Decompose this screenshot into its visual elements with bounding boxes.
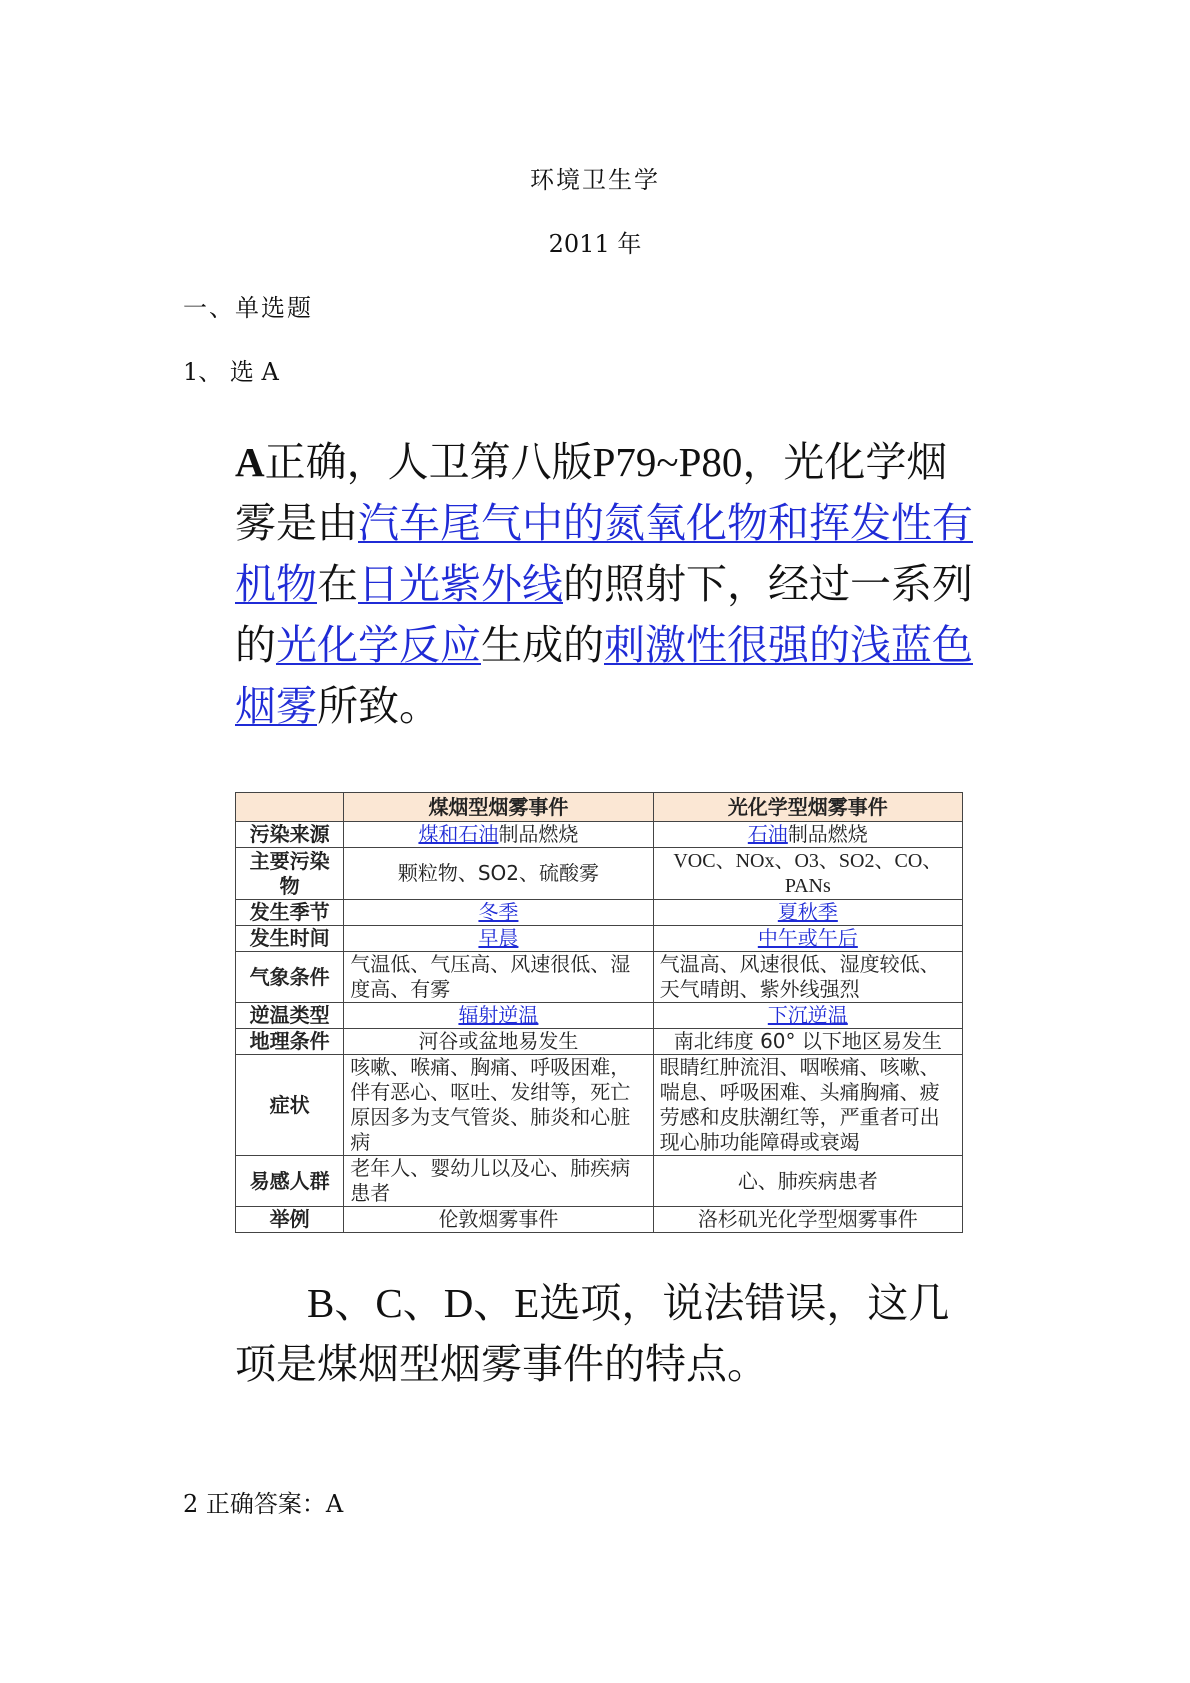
page-reference: P79~P80 [592, 439, 743, 485]
table-cell: VOC、NOx、O3、SO2、CO、PANs [653, 848, 962, 900]
explanation-text: 在 [317, 560, 358, 608]
table-row [236, 1055, 963, 1156]
table-cell: 河谷或盆地易发生 [344, 1029, 653, 1055]
section-heading: 一、单选题 [183, 294, 313, 322]
table-cell: 眼睛红肿流泪、咽喉痛、咳嗽、喘息、呼吸困难、头痛胸痛、疲劳感和皮肤潮红等，严重者可出现心肺功能障碍或衰竭 [653, 1055, 962, 1156]
smog-comparison-table [235, 792, 963, 1233]
keyword-link[interactable]: 早晨 [478, 926, 519, 950]
table-cell: 气温低、气压高、风速很低、湿度高、有雾 [344, 952, 653, 1003]
row-label: 发生季节 [236, 900, 344, 926]
table-row [236, 952, 963, 1003]
table-cell: 伦敦烟雾事件 [344, 1207, 653, 1233]
keyword-link[interactable]: 煤和石油 [418, 822, 499, 846]
keyword-link[interactable]: 汽车尾气中的氮氧化物和挥发性有机物 [235, 499, 973, 608]
row-label: 污染来源 [236, 822, 344, 848]
table-row [236, 900, 963, 926]
keyword-link[interactable]: 光化学反应 [276, 621, 481, 669]
table-cell: 颗粒物、SO2、硫酸雾 [344, 848, 653, 900]
row-label: 地理条件 [236, 1029, 344, 1055]
table-cell [344, 822, 653, 848]
document-title: 环境卫生学 [530, 166, 660, 194]
keyword-link[interactable]: 夏秋季 [777, 900, 838, 924]
explanation-text: 正确，人卫第八版 [264, 438, 593, 486]
table-cell [344, 1003, 653, 1029]
row-label: 发生时间 [236, 926, 344, 952]
keyword-link[interactable]: 下沉逆温 [767, 1003, 848, 1027]
table-cell: 心、肺疾病患者 [653, 1156, 962, 1207]
table-row [236, 848, 963, 900]
cell-text: 制品燃烧 [787, 822, 868, 846]
option-letters: B、C、D、E [307, 1280, 540, 1326]
keyword-link[interactable]: 刺激性很强的浅蓝色烟雾 [235, 621, 973, 730]
table-cell [653, 900, 962, 926]
table-cell [653, 926, 962, 952]
answer-explanation-1 [235, 432, 975, 737]
table-cell: 南北纬度 60° 以下地区易发生 [653, 1029, 962, 1055]
explanation-text: 的照射下，经过一系列的 [235, 560, 973, 669]
explanation-text: 所致。 [317, 682, 440, 730]
cell-text: 制品燃烧 [498, 822, 579, 846]
question-1-label: 1、 选 A [183, 358, 279, 386]
table-cell: 洛杉矶光化学型烟雾事件 [653, 1207, 962, 1233]
explanation-text: ，光化学烟雾是由 [235, 438, 948, 547]
table-row [236, 1029, 963, 1055]
table-cell: 气温高、风速很低、湿度较低、天气晴朗、紫外线强烈 [653, 952, 962, 1003]
keyword-link[interactable]: 辐射逆温 [458, 1003, 539, 1027]
document-year: 2011 年 [548, 230, 642, 258]
table-header-cell: 光化学型烟雾事件 [653, 793, 962, 822]
row-label: 易感人群 [236, 1156, 344, 1207]
answer-letter: A [235, 439, 265, 485]
explanation-text: 生成的 [481, 621, 604, 669]
table-header-row [236, 793, 963, 822]
keyword-link[interactable]: 日光紫外线 [358, 560, 563, 608]
table-row [236, 1003, 963, 1029]
keyword-link[interactable]: 中午或午后 [757, 926, 858, 950]
keyword-link[interactable]: 石油 [747, 822, 788, 846]
table-cell [344, 926, 653, 952]
row-label: 举例 [236, 1207, 344, 1233]
table-header-cell [236, 793, 344, 822]
row-label: 气象条件 [236, 952, 344, 1003]
table-cell [653, 822, 962, 848]
table-cell: 咳嗽、喉痛、胸痛、呼吸困难，伴有恶心、呕吐、发绀等，死亡原因多为支气管炎、肺炎和心脏病 [344, 1055, 653, 1156]
row-label: 症状 [236, 1055, 344, 1156]
table-header-cell: 煤烟型烟雾事件 [344, 793, 653, 822]
table-cell: 老年人、婴幼儿以及心、肺疾病患者 [344, 1156, 653, 1207]
table-row [236, 1207, 963, 1233]
table-cell [653, 1003, 962, 1029]
table-row [236, 822, 963, 848]
answer-explanation-2 [235, 1273, 975, 1395]
keyword-link[interactable]: 冬季 [478, 900, 519, 924]
table-row [236, 926, 963, 952]
row-label: 逆温类型 [236, 1003, 344, 1029]
question-2-label: 2 正确答案：A [183, 1490, 344, 1518]
table-row [236, 1156, 963, 1207]
table-cell [344, 900, 653, 926]
row-label: 主要污染物 [236, 848, 344, 900]
explanation-text: 选项，说法错误，这几项是煤烟型烟雾事件的特点。 [235, 1279, 950, 1388]
